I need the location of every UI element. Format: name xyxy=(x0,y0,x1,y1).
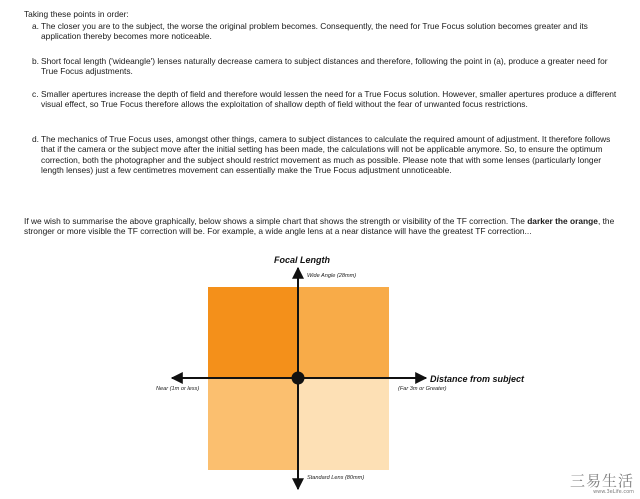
summary-text-end: , the stronger or more visible the TF correction will be. For example, a wide angle lens at a near distance will have the greatest TF correction... xyxy=(24,216,615,237)
x-left-label: Near (1m or less) xyxy=(156,386,200,392)
y-bottom-label: Standard Lens (80mm) xyxy=(307,475,365,481)
point-label: d. xyxy=(32,134,39,144)
x-axis-title: Distance from subject xyxy=(430,374,525,384)
quadrant-top-right xyxy=(298,287,389,378)
summary-bold-text: darker the orange xyxy=(527,216,598,226)
quadrant-bottom-left xyxy=(208,378,298,470)
point-label: a. xyxy=(32,21,39,31)
watermark-logo: 三易生活 xyxy=(569,472,634,490)
point-text: The closer you are to the subject, the worse the original problem becomes. Consequently, the need for True Focus solution becomes greater and its application thereby becomes more noticeable. xyxy=(41,21,588,42)
x-right-label: (Far 3m or Greater) xyxy=(398,386,447,392)
y-axis-title: Focal Length xyxy=(274,255,330,265)
quadrant-top-left xyxy=(208,287,298,378)
point-text: Smaller apertures increase the depth of field and therefore would lessen the need for a True Focus solution. However, smaller apertures produce a different visual effect, so True Focus therefore allows the exploitation of shallow depth of field without the fear of unwanted focus restrictions. xyxy=(41,89,617,110)
intro-heading: Taking these points in order: xyxy=(24,9,129,19)
point-text: Short focal length ('wideangle') lenses naturally decrease camera to subject distances and therefore, following the point in (a), produce a greater need for True Focus adjustments. xyxy=(41,56,608,77)
site-watermark xyxy=(570,473,634,495)
origin-dot xyxy=(292,372,305,385)
point-label: c. xyxy=(32,89,39,99)
y-top-label: Wide Angle (28mm) xyxy=(307,273,357,279)
point-text: The mechanics of True Focus uses, amongst other things, camera to subject distances to calculate the required amount of adjustment. It therefore follows that if the camera or the subject move after the initial setting has been made, the calculations will not be applicable anymore. So, to ensure the optimum correction, both the photographer and the subject should restrict movement as much as possible. Please note that with some lenses (particularly longer length lenses) just a few centimetres movement can essentially make the True Focus adjustment unnoticeable. xyxy=(41,134,611,175)
quadrant-bottom-right xyxy=(298,378,389,470)
watermark-url: www.3eLife.com xyxy=(593,489,634,495)
summary-text-start: If we wish to summarise the above graphically, below shows a simple chart that shows the strength or visibility of the TF correction. The xyxy=(24,216,528,226)
point-label: b. xyxy=(32,56,39,66)
